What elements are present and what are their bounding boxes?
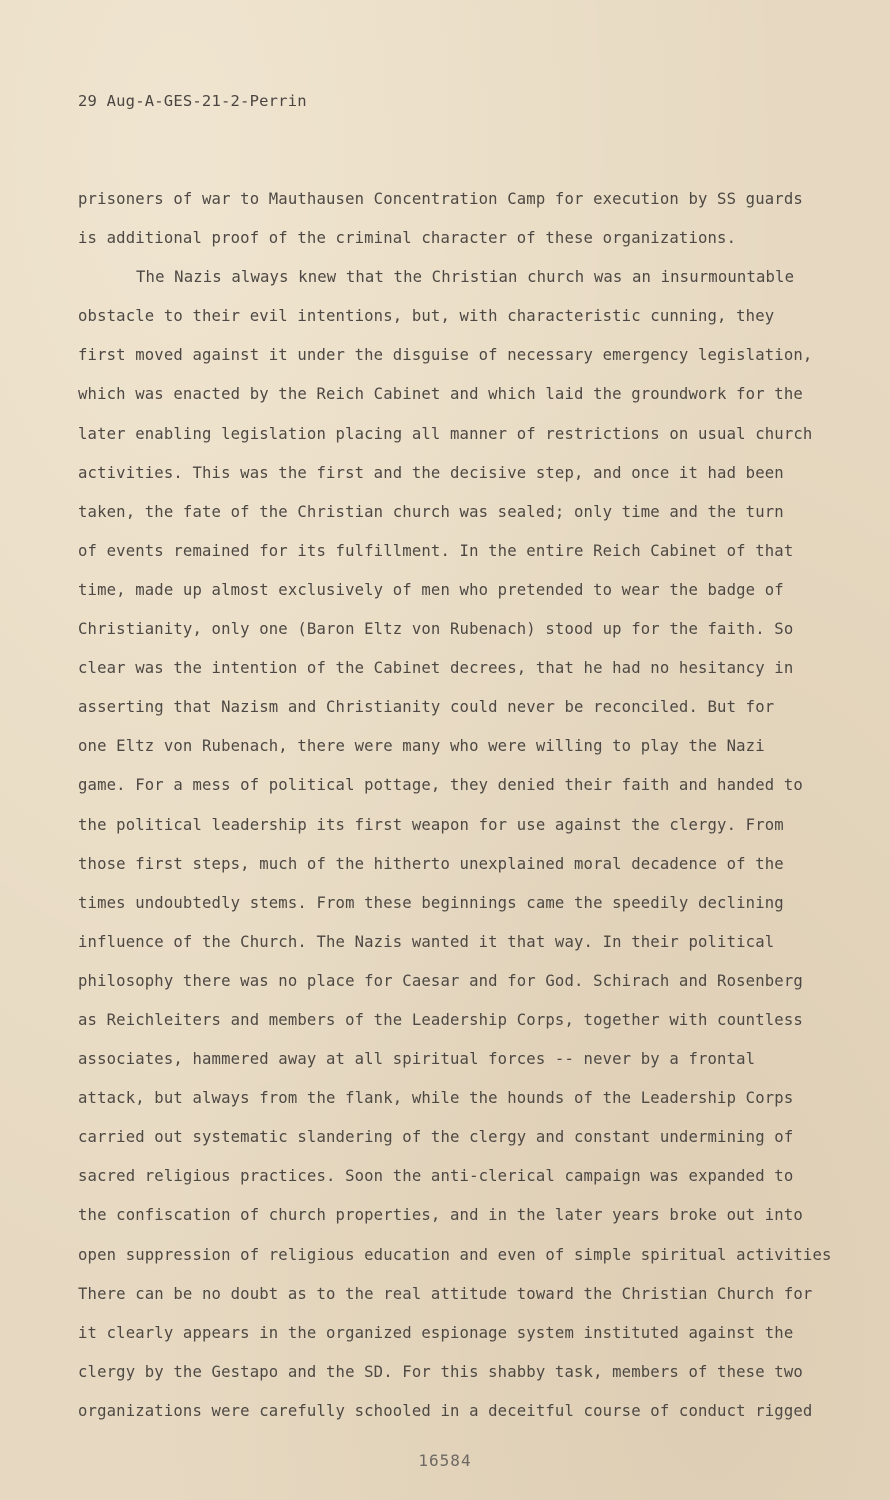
- text-line: those first steps, much of the hitherto unexplained moral decadence of the: [78, 854, 784, 873]
- text-line: The Nazis always knew that the Christian church was an insurmountable: [136, 268, 795, 287]
- text-line: taken, the fate of the Christian church was sealed; only time and the turn: [78, 502, 784, 521]
- text-line: attack, but always from the flank, while the hounds of the Leadership Corps: [78, 1089, 794, 1108]
- text-line: clear was the intention of the Cabinet decrees, that he had no hesitancy in: [78, 659, 794, 678]
- text-line: which was enacted by the Reich Cabinet and which laid the groundwork for the: [78, 385, 803, 404]
- document-header: 29 Aug-A-GES-21-2-Perrin: [78, 92, 307, 110]
- text-line: influence of the Church. The Nazis wanted it that way. In their political: [78, 932, 775, 951]
- text-line: time, made up almost exclusively of men who pretended to wear the badge of: [78, 580, 784, 599]
- text-line: open suppression of religious education and even of simple spiritual activities: [78, 1245, 832, 1264]
- text-line: Christianity, only one (Baron Eltz von Rubenach) stood up for the faith. So: [78, 620, 794, 639]
- text-line: carried out systematic slandering of the clergy and constant undermining of: [78, 1128, 794, 1147]
- text-line: is additional proof of the criminal character of these organizations.: [78, 229, 737, 248]
- text-line: clergy by the Gestapo and the SD. For this shabby task, members of these two: [78, 1362, 803, 1381]
- page-number: 16584: [418, 1451, 472, 1470]
- text-line: times undoubtedly stems. From these beginnings came the speedily declining: [78, 893, 784, 912]
- text-line: asserting that Nazism and Christianity could never be reconciled. But for: [78, 698, 775, 717]
- text-line: There can be no doubt as to the real attitude toward the Christian Church for: [78, 1284, 813, 1303]
- text-line: activities. This was the first and the decisive step, and once it had been: [78, 463, 784, 482]
- text-line: the political leadership its first weapon for use against the clergy. From: [78, 815, 784, 834]
- text-line: game. For a mess of political pottage, they denied their faith and handed to: [78, 776, 803, 795]
- text-line: philosophy there was no place for Caesar and for God. Schirach and Rosenberg: [78, 971, 803, 990]
- text-line: of events remained for its fulfillment. In the entire Reich Cabinet of that: [78, 541, 794, 560]
- text-line: the confiscation of church properties, and in the later years broke out into: [78, 1206, 803, 1225]
- text-line: as Reichleiters and members of the Leadership Corps, together with countless: [78, 1010, 803, 1029]
- text-line: sacred religious practices. Soon the anti-clerical campaign was expanded to: [78, 1167, 794, 1186]
- text-line: associates, hammered away at all spiritual forces -- never by a frontal: [78, 1050, 756, 1069]
- text-line: obstacle to their evil intentions, but, with characteristic cunning, they: [78, 307, 775, 326]
- text-line: first moved against it under the disguise of necessary emergency legislation,: [78, 346, 813, 365]
- text-line: prisoners of war to Mauthausen Concentration Camp for execution by SS guards: [78, 190, 803, 208]
- text-line: later enabling legislation placing all manner of restrictions on usual church: [78, 424, 813, 443]
- text-line: it clearly appears in the organized espionage system instituted against the: [78, 1323, 794, 1342]
- text-line: one Eltz von Rubenach, there were many who were willing to play the Nazi: [78, 737, 765, 756]
- text-line: organizations were carefully schooled in a deceitful course of conduct rigged: [78, 1401, 813, 1420]
- document-body: [78, 186, 848, 1437]
